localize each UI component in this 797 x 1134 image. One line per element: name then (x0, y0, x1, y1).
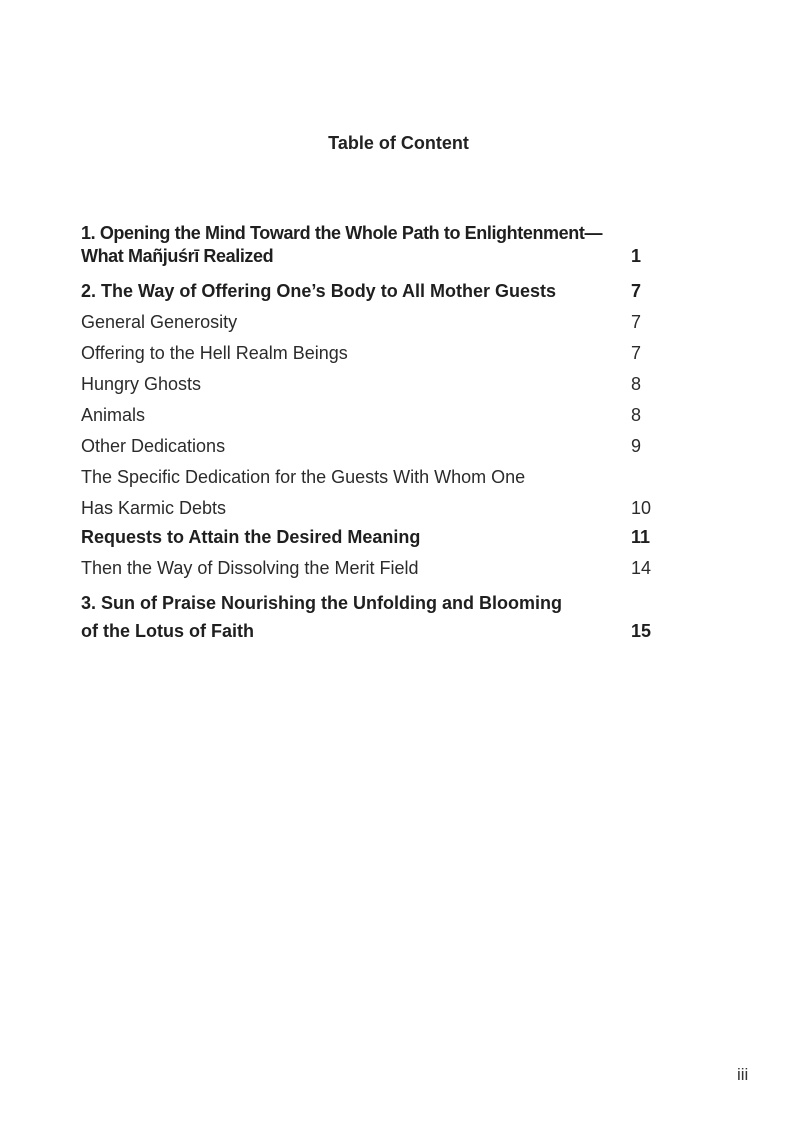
toc-page-number: 14 (631, 558, 652, 578)
toc-page-number: 10 (631, 498, 652, 518)
toc-entry-title-line: 3. Sun of Praise Nourishing the Unfolding and Blooming (81, 593, 562, 613)
toc-entry-title-line: Other Dedications (81, 436, 226, 456)
toc-entry-title-line: of the Lotus of Faith (81, 621, 254, 641)
toc-entry-title-line: 1. Opening the Mind Toward the Whole Path to Enlightenment— (81, 223, 603, 243)
page-folio: iii (737, 1065, 749, 1084)
toc-page-number: 1 (631, 246, 641, 266)
toc-page-number: 8 (631, 405, 642, 425)
page-title: Table of Content (328, 133, 469, 153)
toc-entry-title-line: Has Karmic Debts (81, 498, 227, 518)
toc-page-number: 15 (631, 621, 652, 641)
toc-entry-title-line: Hungry Ghosts (81, 374, 202, 394)
toc-entry-title-line: 2. The Way of Offering One’s Body to All Mother Guests (81, 281, 557, 301)
toc-page-number: 11 (631, 527, 651, 547)
toc-entry-title-line: Animals (81, 405, 146, 425)
toc-entry-title-line: What Mañjuśrī Realized (81, 246, 274, 266)
toc-entry-title-line: Offering to the Hell Realm Beings (81, 343, 348, 363)
toc-page-number: 7 (631, 312, 642, 332)
toc-page-number: 9 (631, 436, 642, 456)
toc-page-number: 7 (631, 281, 642, 301)
toc-page-number: 8 (631, 374, 642, 394)
toc-entry-title-line: General Generosity (81, 312, 238, 332)
toc-entry-title-line: Requests to Attain the Desired Meaning (81, 527, 421, 547)
toc-entry-title-line: The Specific Dedication for the Guests With Whom One (81, 467, 526, 487)
toc-entry-title-line: Then the Way of Dissolving the Merit Field (81, 558, 419, 578)
toc-page-number: 7 (631, 343, 642, 363)
